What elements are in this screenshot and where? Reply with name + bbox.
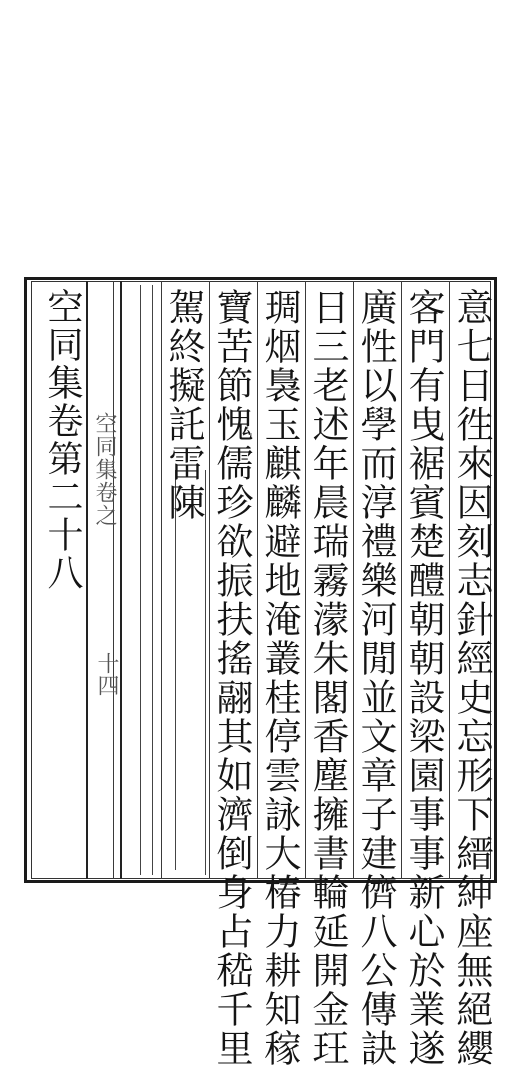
text-column-5: 琱烟裊玉麒麟避地淹叢桂停雲詠大椿力耕知稼 [258, 288, 301, 1068]
blank-column-line [175, 470, 176, 870]
text-column-4: 日三老述年晨瑞霧濛朱閣香塵擁書輪延開金玨 [306, 288, 349, 1068]
blank-column-line [205, 470, 206, 875]
center-fold-rule [120, 281, 122, 879]
text-column-6: 寶苦節愧儒珍欲振扶搖翮其如濟倒身占嵇千里 [210, 288, 253, 1068]
blank-column-line [152, 285, 153, 875]
text-column-7: 駕終擬託雷陳 [162, 288, 205, 522]
column-rule [113, 281, 114, 879]
text-column-3: 廣性以學而淳禮樂河閒並文章子建儕八公傳訣 [354, 288, 397, 1068]
fold-page-number: 十四 [94, 652, 119, 696]
fold-title: 空同集卷之 [92, 412, 117, 527]
blank-column-line [140, 285, 141, 875]
center-fold-rule [86, 281, 88, 879]
text-column-1: 意七日徃來因刻志針經史忘形下縉紳座無絕纓 [450, 288, 493, 1068]
text-column-2: 客門有曳裾賓楚醴朝朝設梁園事事新心於業遂 [402, 288, 445, 1068]
volume-title: 空同集卷第二十八 [42, 288, 83, 592]
